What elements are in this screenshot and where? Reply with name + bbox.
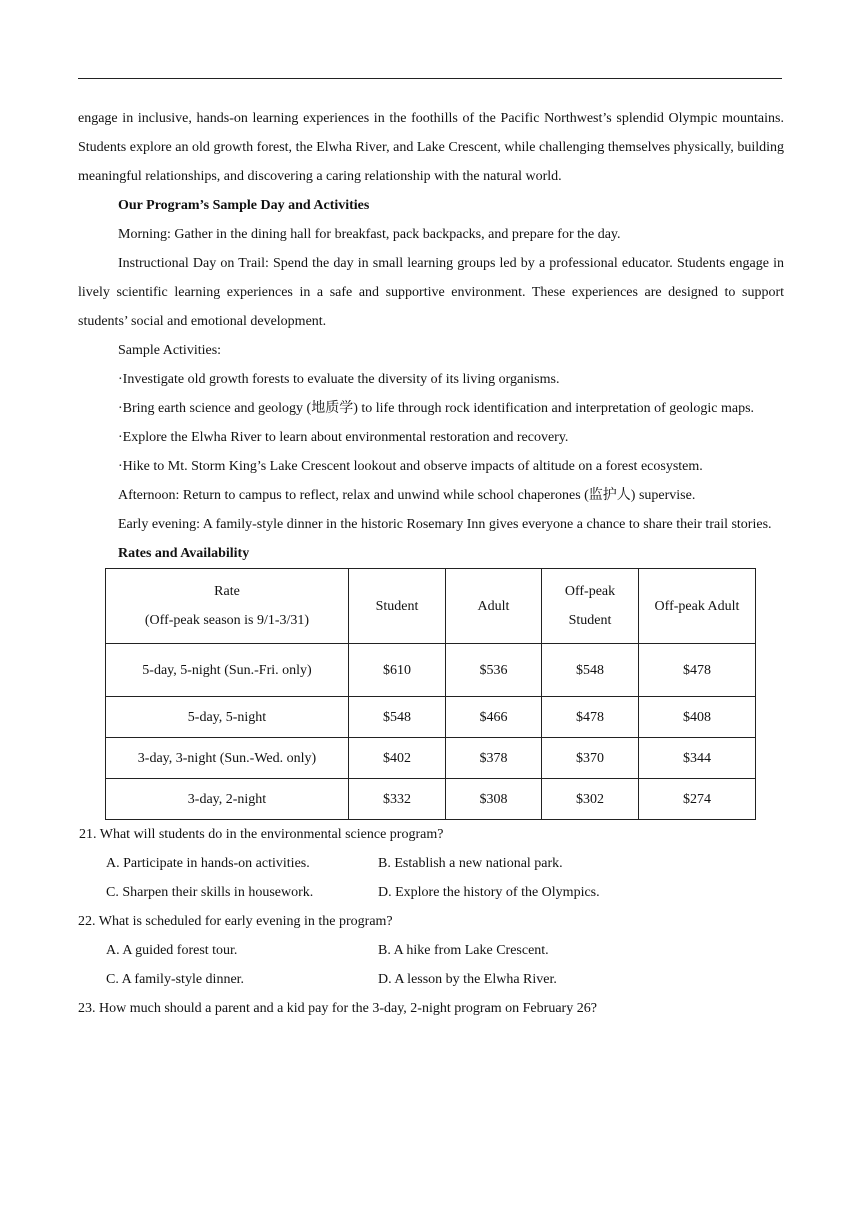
activities-label: Sample Activities: — [118, 343, 222, 358]
cell-adult: $378 — [446, 738, 542, 779]
cell-student: $548 — [349, 697, 446, 738]
table-row — [106, 738, 756, 779]
cell-student: $402 — [349, 738, 446, 779]
activity-item: ·Hike to Mt. Storm King’s Lake Crescent lookout and observe impacts of altitude on a forest ecosystem. — [118, 459, 703, 474]
table-row — [106, 644, 756, 697]
option-c: C. A family-style dinner. — [106, 972, 245, 987]
cell-offpeak-student: $478 — [542, 697, 639, 738]
cell-offpeak-student: $548 — [542, 644, 639, 697]
instructional-paragraph: Instructional Day on Trail: Spend the day in small learning groups led by a professional educator. Students engage in lively scientific learning experiences in a safe and supportive environment. These experiences are designed to support students’ social and emotional development. — [78, 256, 784, 329]
cell-student: $332 — [349, 779, 446, 820]
cell-rate: 3-day, 3-night (Sun.-Wed. only) — [106, 738, 349, 779]
option-d: D. Explore the history of the Olympics. — [378, 885, 600, 900]
rates-heading: Rates and Availability — [118, 546, 250, 561]
evening-paragraph: Early evening: A family-style dinner in the historic Rosemary Inn gives everyone a chance to share their trail stories. — [118, 517, 772, 532]
cell-offpeak-adult: $274 — [639, 779, 756, 820]
option-a: A. A guided forest tour. — [106, 943, 238, 958]
rates-table — [105, 568, 756, 820]
afternoon-paragraph: Afternoon: Return to campus to reflect, relax and unwind while school chaperones (监护人) supervise. — [118, 488, 696, 503]
cell-adult: $536 — [446, 644, 542, 697]
header-student: Student — [349, 569, 446, 644]
cell-student: $610 — [349, 644, 446, 697]
activity-item: ·Bring earth science and geology (地质学) to life through rock identification and interpretation of geologic maps. — [118, 401, 755, 416]
header-adult: Adult — [446, 569, 542, 644]
question-stem: 23. How much should a parent and a kid pay for the 3-day, 2-night program on February 26? — [78, 1001, 597, 1016]
option-c: C. Sharpen their skills in housework. — [106, 885, 314, 900]
morning-paragraph: Morning: Gather in the dining hall for breakfast, pack backpacks, and prepare for the day. — [118, 227, 621, 242]
cell-rate: 5-day, 5-night (Sun.-Fri. only) — [106, 644, 349, 697]
cell-adult: $308 — [446, 779, 542, 820]
document-body — [78, 104, 784, 1023]
option-a: A. Participate in hands-on activities. — [106, 856, 310, 871]
table-row — [106, 697, 756, 738]
header-offpeak-adult: Off-peak Adult — [639, 569, 756, 644]
cell-rate: 5-day, 5-night — [106, 697, 349, 738]
header-rate: Rate (Off-peak season is 9/1-3/31) — [106, 569, 349, 644]
table-header-row — [106, 569, 756, 644]
cell-rate: 3-day, 2-night — [106, 779, 349, 820]
header-rule — [78, 78, 782, 79]
question-stem: 22. What is scheduled for early evening in the program? — [78, 914, 393, 929]
option-b: B. Establish a new national park. — [378, 856, 563, 871]
cell-adult: $466 — [446, 697, 542, 738]
question-stem: 21. What will students do in the environmental science program? — [79, 827, 444, 842]
intro-paragraph: engage in inclusive, hands-on learning experiences in the foothills of the Pacific Northwest’s splendid Olympic mountains. Students explore an old growth forest, the Elwha River, and Lake Crescent, while challenging themselves physically, building meaningful relationships, and discovering a caring relationship with the natural world. — [78, 111, 784, 184]
activity-item: ·Investigate old growth forests to evaluate the diversity of its living organisms. — [118, 372, 560, 387]
option-d: D. A lesson by the Elwha River. — [378, 972, 557, 987]
question-22 — [78, 907, 784, 994]
cell-offpeak-adult: $344 — [639, 738, 756, 779]
cell-offpeak-adult: $478 — [639, 644, 756, 697]
sample-day-heading: Our Program’s Sample Day and Activities — [118, 198, 370, 213]
cell-offpeak-student: $370 — [542, 738, 639, 779]
activity-item: ·Explore the Elwha River to learn about environmental restoration and recovery. — [118, 430, 569, 445]
cell-offpeak-adult: $408 — [639, 697, 756, 738]
table-row — [106, 779, 756, 820]
cell-offpeak-student: $302 — [542, 779, 639, 820]
header-offpeak-student: Off-peak Student — [542, 569, 639, 644]
option-b: B. A hike from Lake Crescent. — [378, 943, 549, 958]
question-21 — [78, 820, 784, 907]
question-23 — [78, 994, 784, 1023]
